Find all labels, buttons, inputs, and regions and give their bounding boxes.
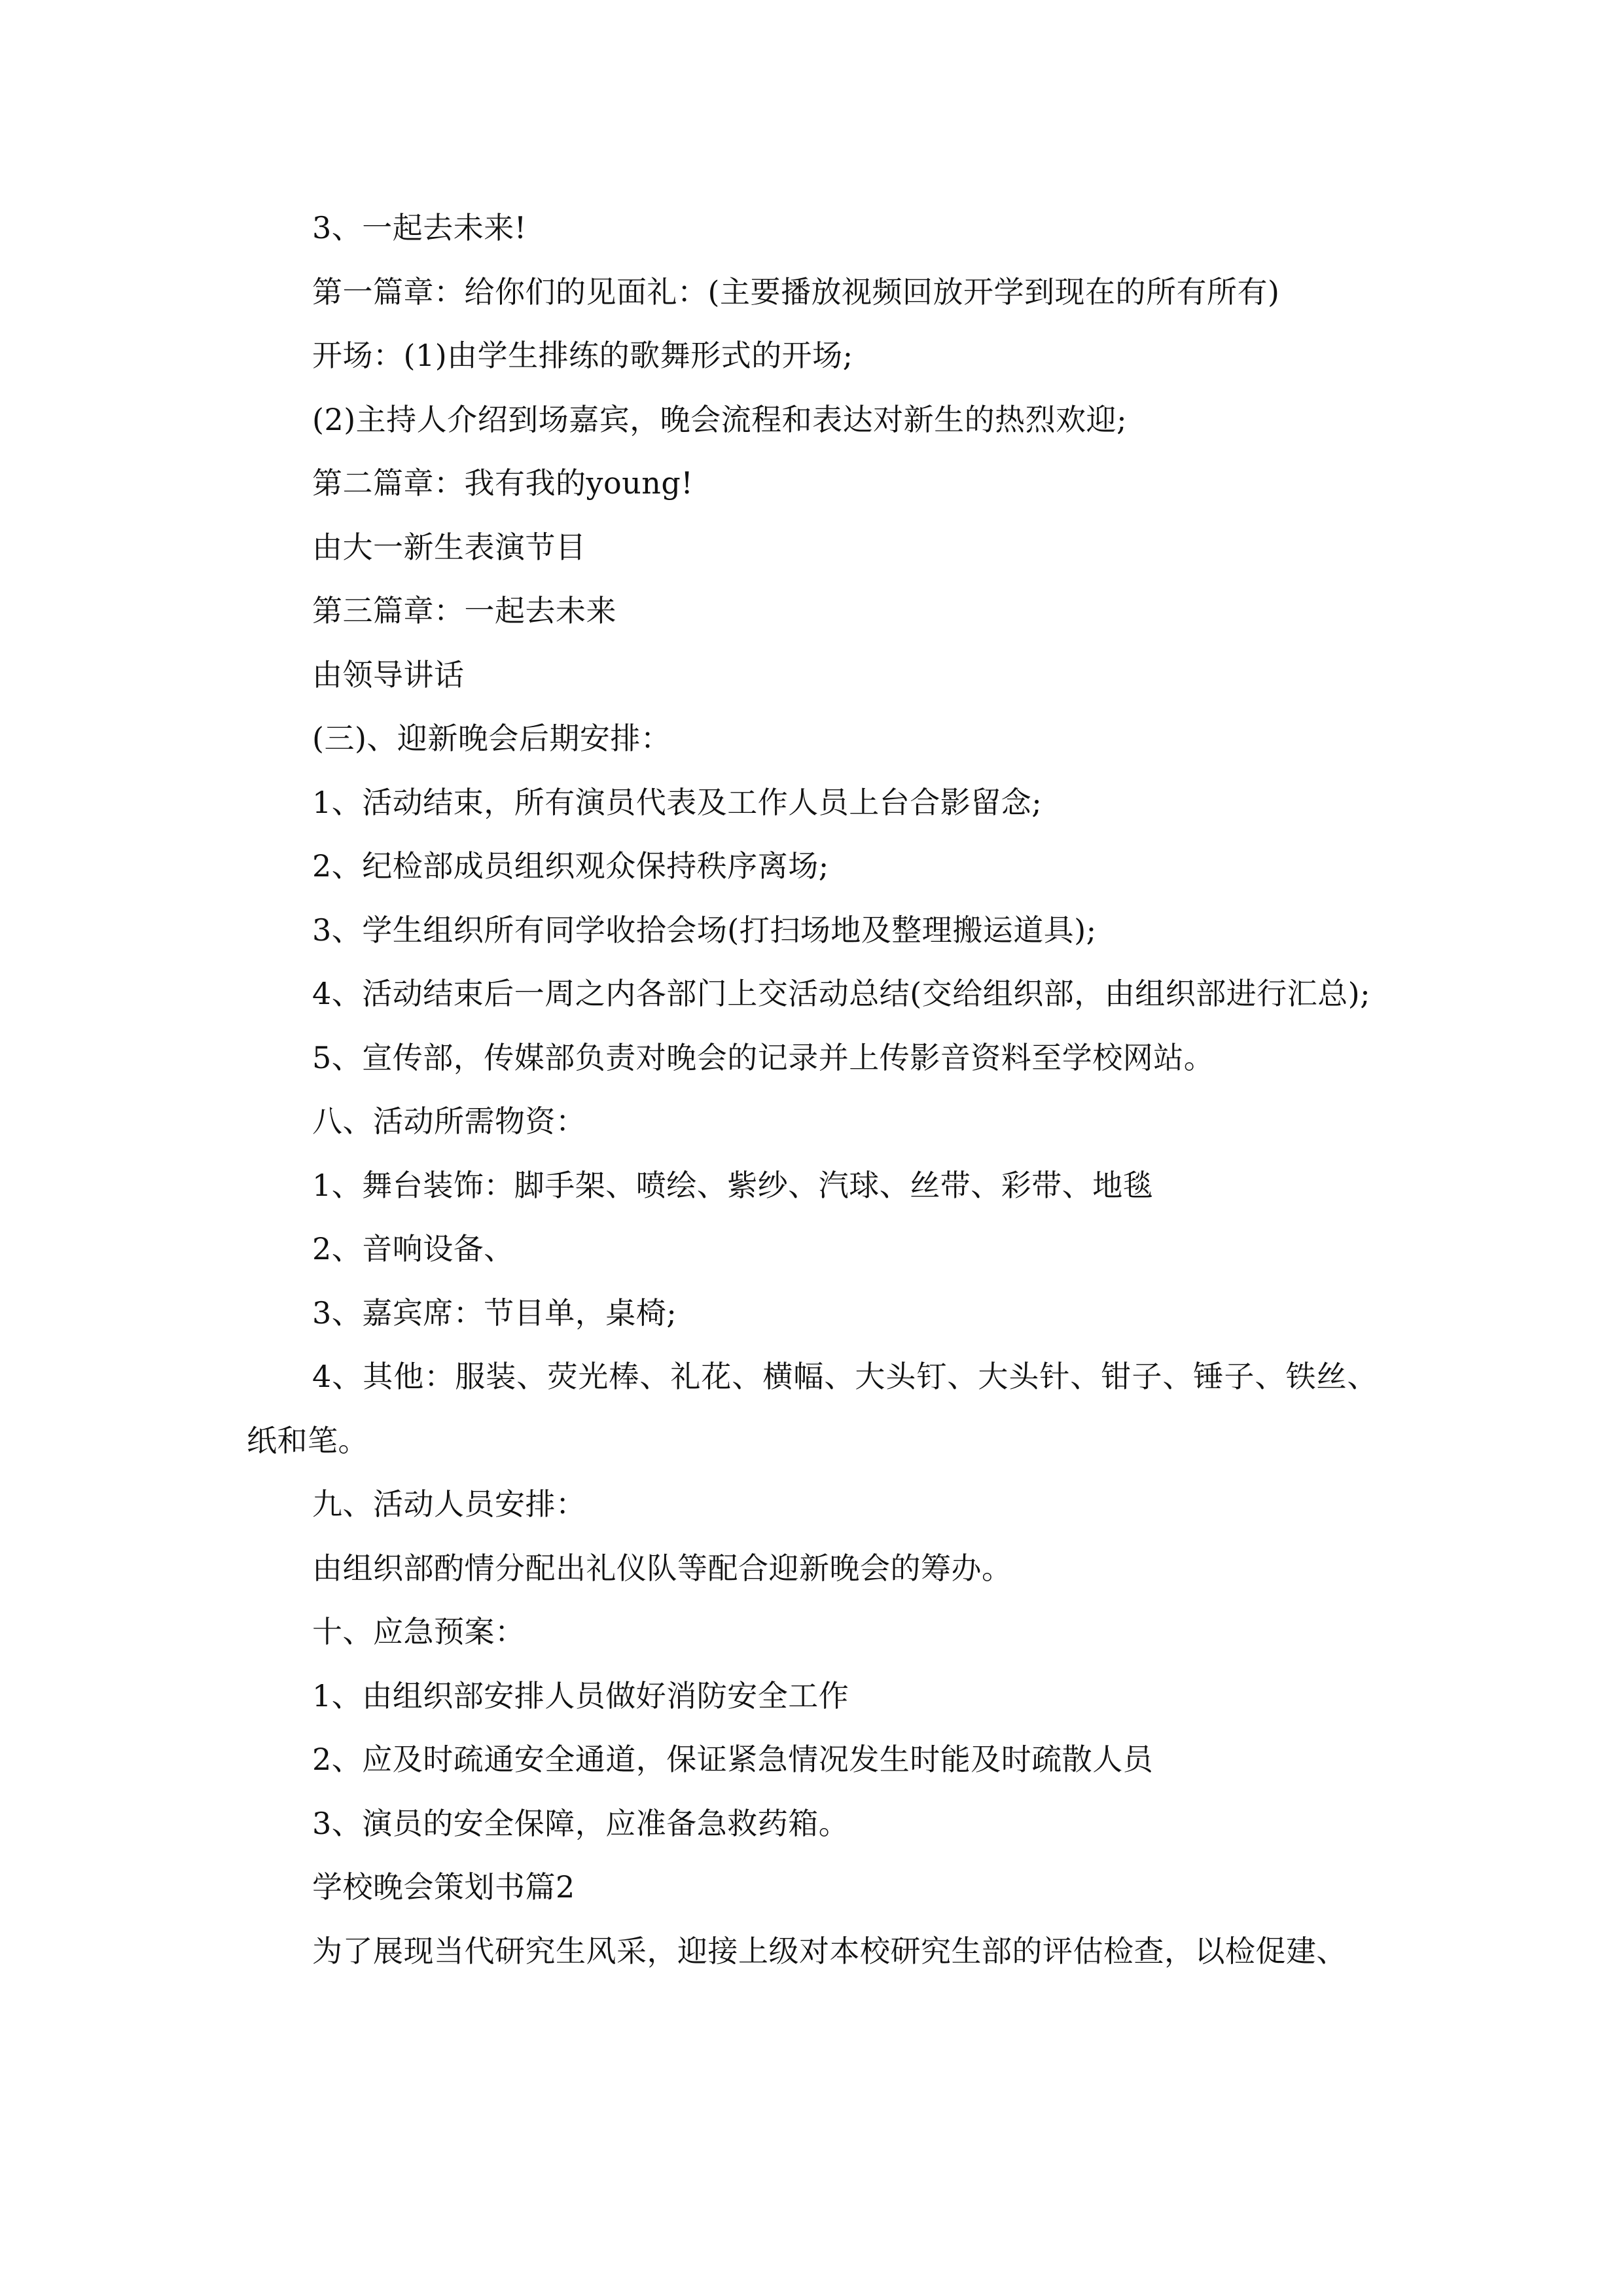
paragraph-18: 3、嘉宾席：节目单，桌椅; — [312, 1295, 677, 1331]
paragraph-12: 3、学生组织所有同学收拾会场(打扫场地及整理搬运道具); — [312, 912, 1097, 948]
paragraph-1: 3、一起去未来! — [312, 210, 527, 245]
paragraph-4: (2)主持人介绍到场嘉宾，晚会流程和表达对新生的热烈欢迎; — [312, 401, 1128, 437]
paragraph-8: 由领导讲话 — [312, 656, 465, 692]
paragraph-24: 2、应及时疏通安全通道，保证紧急情况发生时能及时疏散人员 — [312, 1742, 1154, 1777]
paragraph-6: 由大一新生表演节目 — [312, 529, 586, 565]
paragraph-23: 1、由组织部安排人员做好消防安全工作 — [312, 1677, 849, 1713]
paragraph-3: 开场：(1)由学生排练的歌舞形式的开场; — [312, 338, 853, 373]
paragraph-21: 由组织部酌情分配出礼仪队等配合迎新晚会的筹办。 — [312, 1550, 1012, 1586]
paragraph-25: 3、演员的安全保障，应准备急救药箱。 — [312, 1805, 849, 1841]
paragraph-10: 1、活动结束，所有演员代表及工作人员上台合影留念; — [312, 784, 1043, 820]
paragraph-9: (三)、迎新晚会后期安排： — [312, 721, 671, 756]
document-body — [247, 196, 1378, 1983]
paragraph-20: 九、活动人员安排： — [312, 1486, 586, 1522]
paragraph-11: 2、纪检部成员组织观众保持秩序离场; — [312, 848, 829, 884]
paragraph-5: 第二篇章：我有我的young! — [312, 465, 694, 501]
paragraph-2: 第一篇章：给你们的见面礼：(主要播放视频回放开学到现在的所有所有) — [312, 274, 1280, 310]
paragraph-7: 第三篇章：一起去未来 — [312, 593, 616, 628]
paragraph-15: 八、活动所需物资： — [312, 1103, 586, 1139]
section-heading: 学校晚会策划书篇2 — [312, 1869, 575, 1905]
paragraph-14: 5、宣传部，传媒部负责对晚会的记录并上传影音资料至学校网站。 — [312, 1039, 1215, 1075]
paragraph-19: 4、其他：服装、荧光棒、礼花、横幅、大头钉、大头针、钳子、锤子、铁丝、纸和笔。 — [247, 1359, 1378, 1458]
paragraph-22: 十、应急预案： — [312, 1614, 526, 1649]
paragraph-27: 为了展现当代研究生风采，迎接上级对本校研究生部的评估检查，以检促建、 — [312, 1933, 1347, 1969]
paragraph-16: 1、舞台装饰：脚手架、喷绘、紫纱、汽球、丝带、彩带、地毯 — [312, 1167, 1154, 1203]
paragraph-13: 4、活动结束后一周之内各部门上交活动总结(交给组织部，由组织部进行汇总); — [312, 976, 1371, 1011]
paragraph-17: 2、音响设备、 — [312, 1231, 514, 1266]
